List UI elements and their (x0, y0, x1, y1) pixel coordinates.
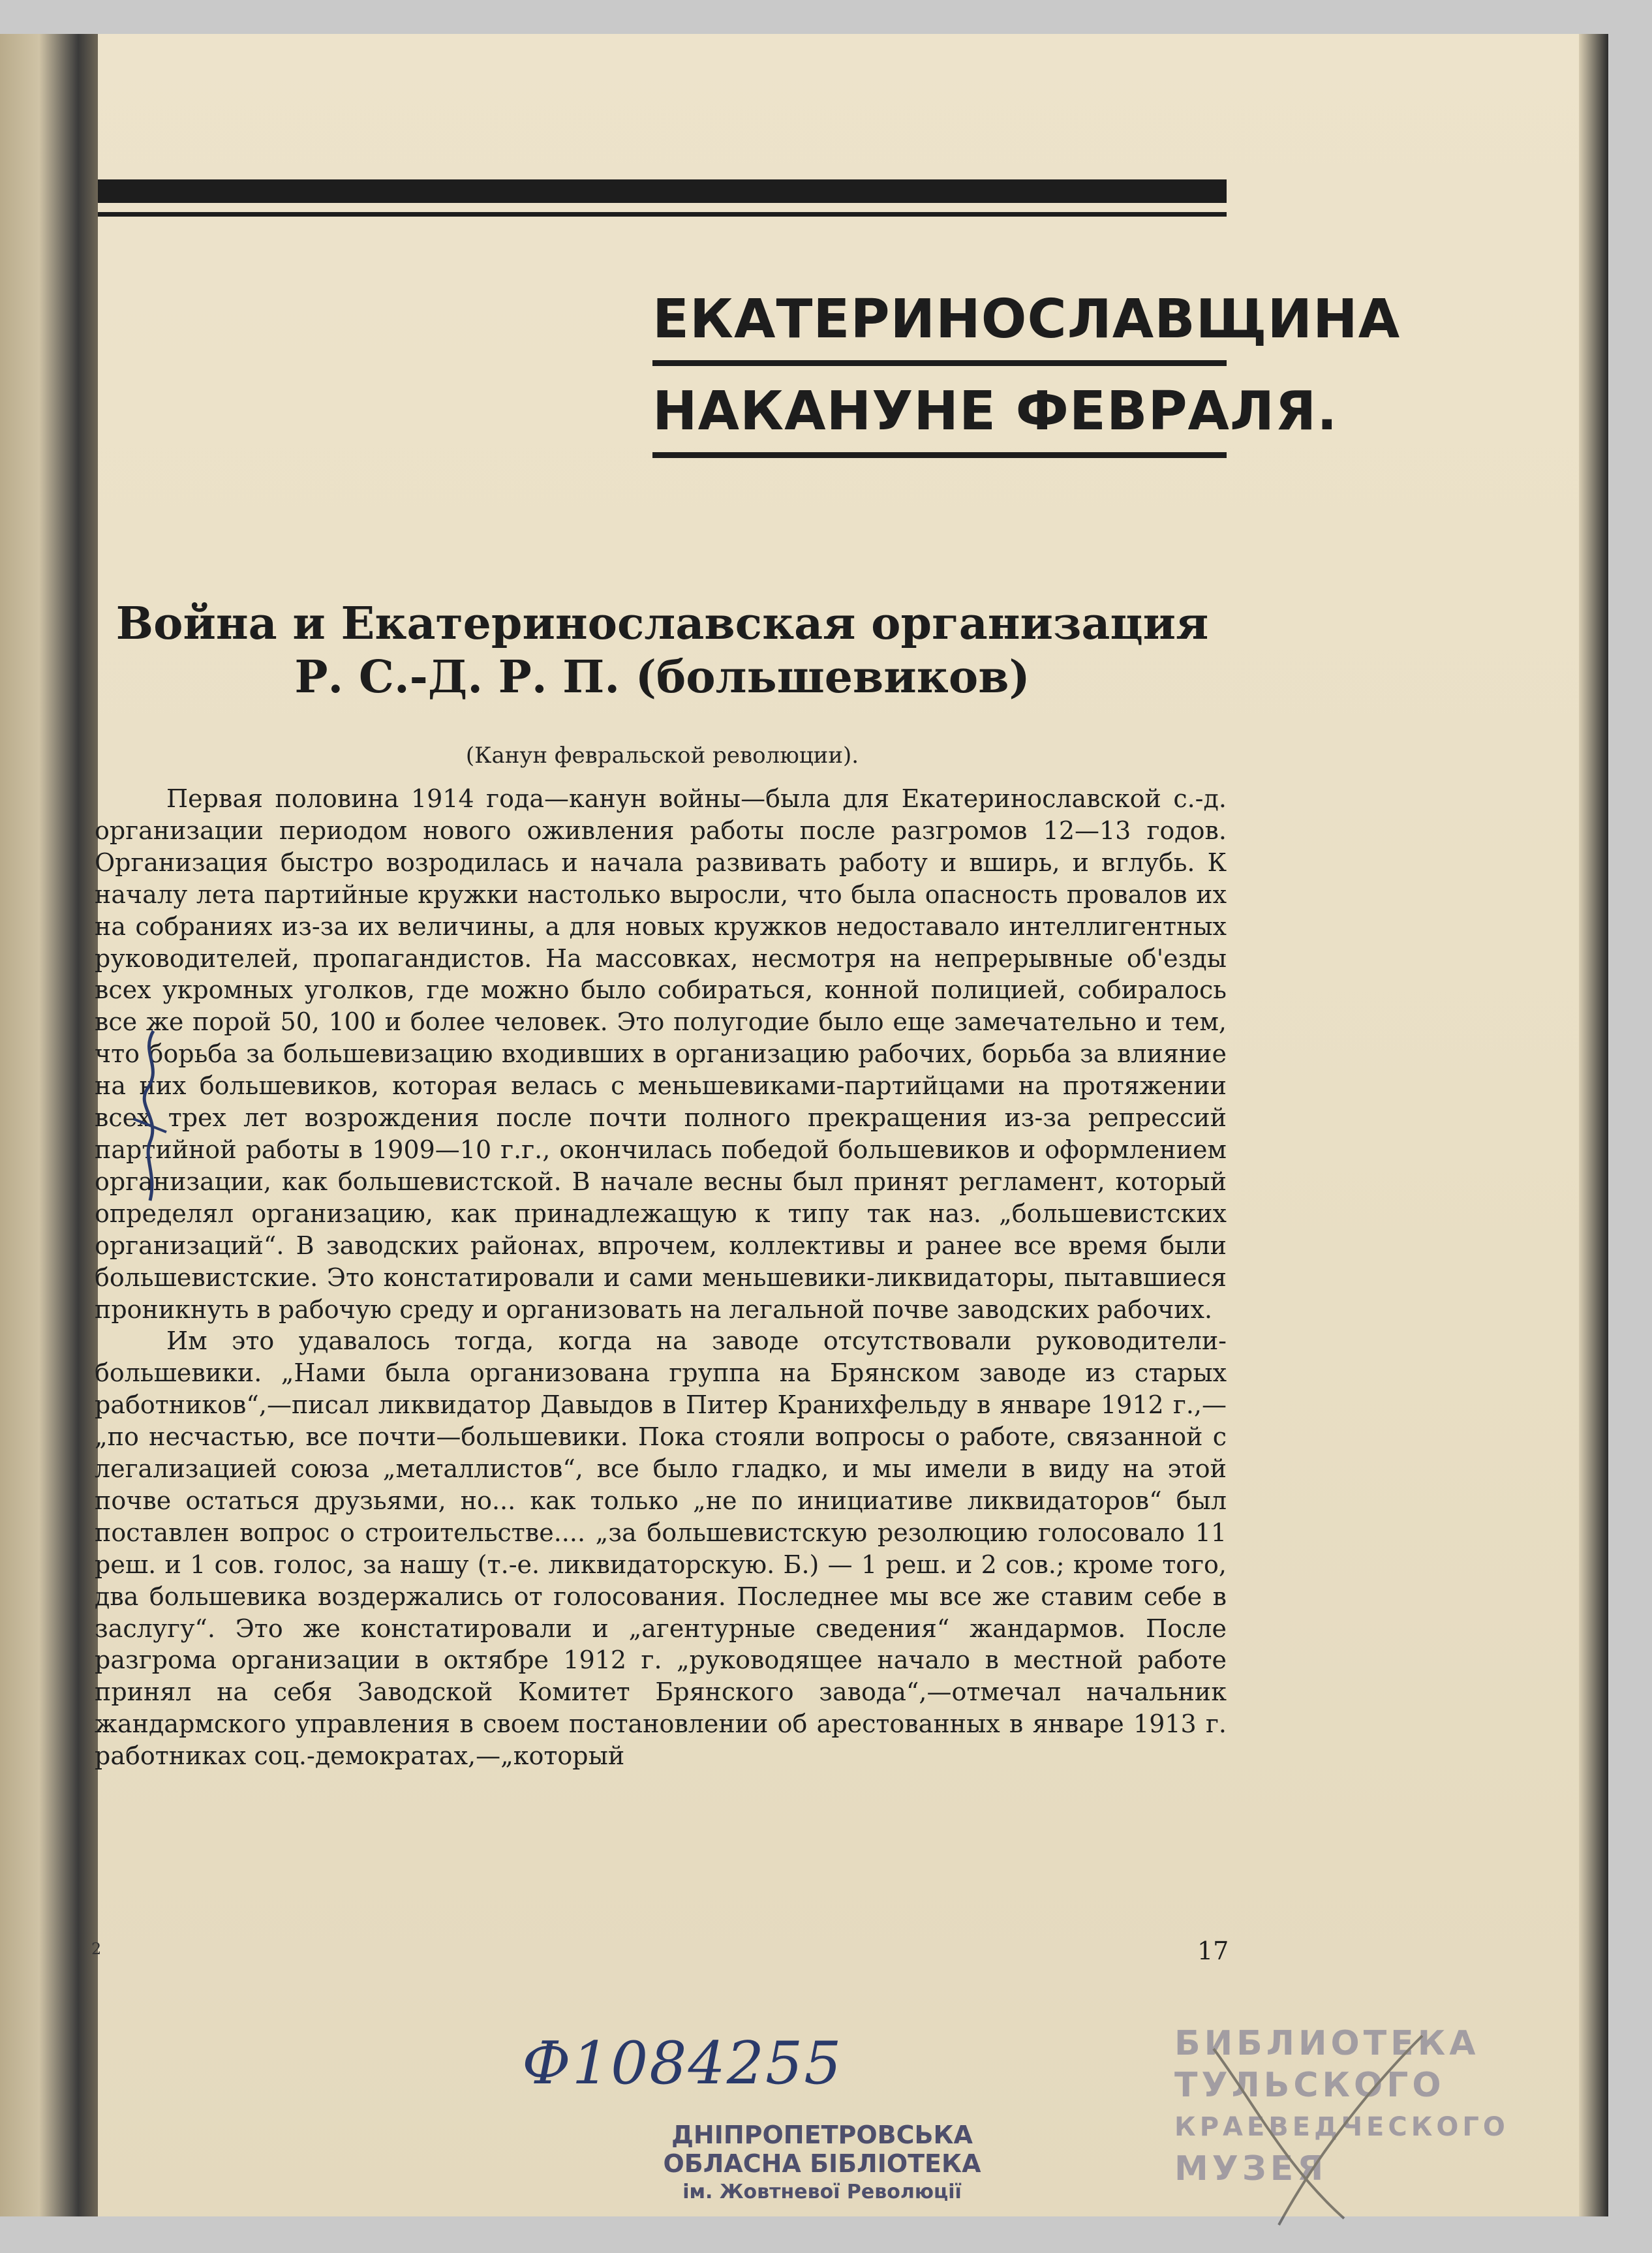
page-edge (1579, 34, 1608, 2216)
top-rule-thick (98, 179, 1227, 203)
top-rule-thin (98, 212, 1227, 217)
stamp-line: ім. Жовтневої Революції (682, 2181, 962, 2203)
stamp-line: БИБЛИОТЕКА (1174, 2024, 1480, 2063)
book-gutter (0, 34, 98, 2216)
library-stamp (626, 2121, 1018, 2207)
stamp-line: ДНІПРОПЕТРОВСЬКА (671, 2121, 973, 2149)
stamp-line: ТУЛЬСКОГО (1174, 2066, 1445, 2105)
section-heading (652, 287, 1401, 471)
signature-mark: 2 (91, 1940, 102, 1958)
heading-rule (652, 360, 1227, 366)
article-subtitle: (Канун февральской революции). (465, 743, 859, 769)
stamp-cross-mark (1174, 2023, 1509, 2231)
handwritten-inventory-number: Ф1084255 (522, 2029, 843, 2098)
stamp-line: ОБЛАСНА БІБЛІОТЕКА (663, 2149, 981, 2178)
section-heading-line-2: НАКАНУНЕ ФЕВРАЛЯ. (652, 380, 1338, 442)
handwritten-margin-mark (127, 1028, 173, 1204)
paragraph: Первая половина 1914 года—канун войны—была для Екатеринославской с.-д. организации периодом нового оживления работы после разгромов 12—13 годов. Организация быстро возродилась и начала развивать работу и вширь, и вглубь. К началу лета партийные кружки настолько выросли, что была опасность провалов их на собраниях из-за их величины, а для новых кружков недоставало интеллигентных руководителей, пропагандистов. На массовках, несмотря на непрерывные об'езды всех укромных уголков, где можно было собираться, конной полицией, собиралось все же порой 50, 100 и более человек. Это полугодие было еще замечательно и тем, что борьба за большевизацию входивших в организацию рабочих, борьба за влияние на них большевиков, которая велась с меньшевиками-партийцами на протяжении всех трех лет возрождения после почти полного прекращения из-за репрессий партийной работы в 1909—10 г.г., окончилась победой большевиков и оформлением организации, как большевистской. В начале весны был принят регламент, который определял организацию, как принадлежащую к типу так наз. „большевистских организаций“. В заводских районах, впрочем, коллективы и ранее все время были большевистские. Это констатировали и сами меньшевики-ликвидаторы, пытавшиеся проникнуть в рабочую среду и организовать на легальной почве заводских рабочих. (95, 784, 1227, 1324)
article-title-line-1: Война и Екатеринославская организация (115, 598, 1209, 650)
article-body (95, 783, 1227, 1772)
stamp-line: КРАЕВЕДЧЕСКОГО (1174, 2112, 1509, 2142)
section-heading-line-1: ЕКАТЕРИНОСЛАВЩИНА (652, 288, 1401, 350)
page-number: 17 (1197, 1937, 1229, 1965)
article-title-line-2: Р. С.-Д. Р. П. (большевиков) (294, 651, 1030, 703)
paragraph: Им это удавалось тогда, когда на заводе отсутствовали руководители-большевики. „Нами была организована группа на Брянском заводе из старых работников“,—писал ликвидатор Давыдов в Питер Кранихфельду в январе 1912 г.,—„по несчастью, все почти—большевики. Пока стояли вопросы о работе, связанной с легализацией союза „металлистов“, все было гладко, и мы имели в виду на этой почве остаться друзьями, но... как только „не по инициативе ликвидаторов“ был поставлен вопрос о строительстве.... „за большевистскую резолюцию голосовало 11 реш. и 1 сов. голос, за нашу (т.-е. ликвидаторскую. Б.) — 1 реш. и 2 сов.; кроме того, два большевика воздержались от голосования. Последнее мы все же ставим себе в заслугу“. Это же констатировали и „агентурные сведения“ жандармов. После разгрома организации в октябре 1912 г. „руководящее начало в местной работе принял на себя Заводской Комитет Брянского завода“,—отмечал начальник жандармского управления в своем постановлении об арестованных в январе 1913 г. работниках соц.-демократах,—„который (95, 1326, 1227, 1771)
heading-rule (652, 452, 1227, 458)
article-title (98, 597, 1227, 704)
stamp-line: МУЗЕЯ (1174, 2149, 1328, 2188)
museum-stamp (1174, 2023, 1509, 2231)
